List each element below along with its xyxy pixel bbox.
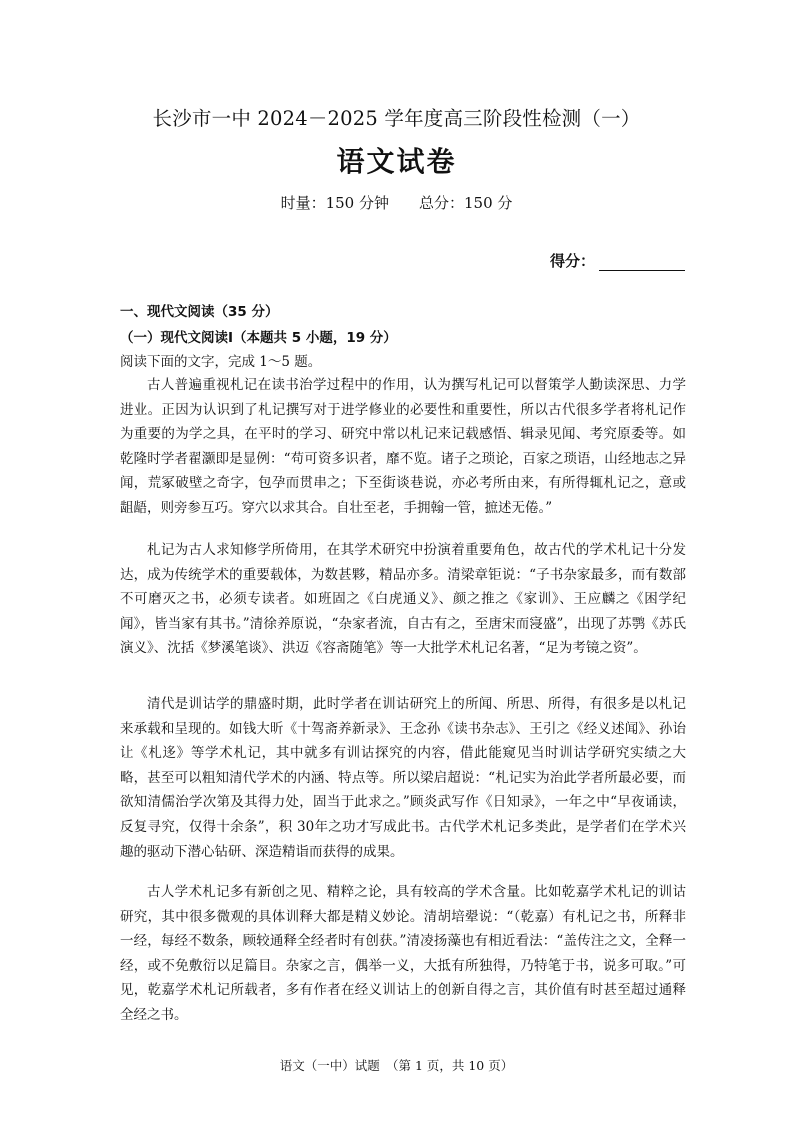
subject-title: 语文试卷 [336,145,457,178]
exam-title: 长沙市一中 2024－2025 学年度高三阶段性检测（一） [152,107,641,130]
score-blank-line [599,256,685,271]
section-subheading: （一）现代文阅读Ⅰ（本题共 5 小题，19 分） [120,330,397,346]
section-heading: 一、现代文阅读（35 分） [120,304,279,320]
paragraph-1: 古人普遍重视札记在读书治学过程中的作用，认为撰写札记可以督策学人勤读深思、力学进业。正因为认识到了札记撰写对于进学修业的必要性和重要性，所以古代很多学者将札记作为重要的为学之具，在平时的学习、研究中常以札记来记载感悟、辑录见闻、考究原委等。如乾隆时学者翟灏即是显例：“苟可资多识者，靡不览。诸子之琐论，百家之琐语，山经地志之异闻，荒冢破壁之奇字，包孕而贯串之；下至街谈巷说，亦必考所由来，有所得辄札记之，意或龃龉，则旁参互巧。穿穴以求其合。自壮至老，手拥翰一管，摭述无倦。” [120,377,686,516]
reading-instruction: 阅读下面的文字，完成 1～5 题。 [120,354,322,370]
total-score-label: 总分：150 分 [419,194,513,212]
page-footer: 语文（一中）试题 （第 1 页，共 10 页） [279,1058,514,1073]
time-label: 时量：150 分钟 [280,194,389,212]
exam-meta [0,192,793,213]
paragraph-3: 清代是训诂学的鼎盛时期，此时学者在训诂研究上的所闻、所思、所得，有很多是以札记来承载和呈现的。如钱大昕《十驾斋养新录》、王念孙《读书杂志》、王引之《经义述闻》、孙诒让《札迻》等学术札记，其中就多有训诂探究的内容，借此能窥见当时训诂学研究实绩之大略，甚至可以粗知清代学术的内涵、特点等。所以梁启超说：“札记实为治此学者所最必要，而欲知清儒治学次第及其得力处，固当于此求之。”顾炎武写作《日知录》，一年之中“早夜诵读，反复寻究，仅得十余条”，积 30年之功才写成此书。古代学术札记多类此，是学者们在学术兴趣的驱动下潜心钻研、深造精诣而获得的成果。 [120,696,686,860]
paragraph-2: 札记为古人求知修学所倚用，在其学术研究中扮演着重要角色，故古代的学术札记十分发达，成为传统学术的重要载体，为数甚夥，精品亦多。清梁章钜说：“子书杂家最多，而有数部不可磨灭之书，必须专读者。如班固之《白虎通义》、颜之推之《家训》、王应麟之《困学纪闻》，皆当家有其书。”清徐养原说，“杂家者流，自古有之，至唐宋而寖盛”，出现了苏鹗《苏氏演义》、沈括《梦溪笔谈》、洪迈《容斋随笔》等一大批学术札记名著，“足为考镜之资”。 [120,542,686,657]
score-field [550,250,685,271]
paragraph-4: 古人学术札记多有新创之见、精粹之论，具有较高的学术含量。比如乾嘉学术札记的训诂研究，其中很多微观的具体训释大都是精义妙论。清胡培翚说：“（乾嘉）有札记之书，所释非一经，每经不数条，顾较通释全经者时有创获。”清凌扬藻也有相近看法：“盖传注之文，全释一经，或不免敷衍以足篇目。杂家之言，偶举一义，大抵有所独得，乃特笔于书，说多可取。”可见，乾嘉学术札记所载者，多有作者在经义训诂上的创新自得之言，其价值有时甚至超过通释全经之书。 [120,884,686,1023]
score-label: 得分： [549,252,595,270]
